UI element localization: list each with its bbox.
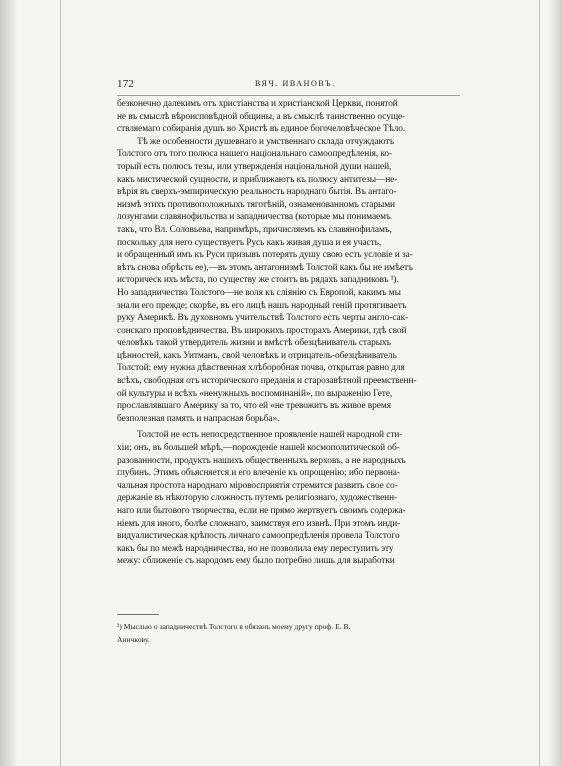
text-line: не въ смыслѣ вѣроисповѣдной общины, а въ смыслѣ таинственно осуще- — [117, 111, 406, 122]
text-line: какъ мистической сущности, и приближаютъ къ полюсу антитезы—не- — [117, 174, 398, 185]
text-line: Толстой не есть непосредственное проявленіе нашей народной сти- — [137, 430, 403, 441]
text-line: знали его прежде; скорѣе, въ его лицѣ нашъ народный геній протягиваетъ — [117, 300, 407, 311]
footnote-line: ¹) Мыслью о западничествѣ Толстого я обязанъ моему другу проф. Е. В. — [117, 622, 351, 631]
text-line: чальная простота народнаго міровосприятія стремится развить свое со- — [117, 480, 398, 491]
text-line: человѣкъ такой утвердитель жизни и вмѣстѣ обезцѣниватель старыхъ — [117, 338, 391, 349]
text-line: Тѣ же особенности душевнаго и умственнаго склада отчуждаютъ — [137, 136, 395, 147]
text-line: наго или бытового творчества, если не прямо жертвуетъ своимъ содержа- — [117, 506, 406, 516]
text-line: ствляемаго собиранія душъ во Христѣ въ единое богочеловѣческое Тѣло. — [117, 124, 406, 135]
text-line: сонскаго проповѣдничества. Въ широкихъ просторахъ Америки, гдѣ свой — [117, 325, 407, 336]
text-line: низмѣ этихъ противоположныхъ тяготѣній, ознаменованномъ старыми — [117, 199, 395, 210]
text-line: ніемъ для иного, болѣе сложнаго, заимствуя его извнѣ. При этомъ инди- — [117, 518, 401, 529]
text-line: вѣтъ снова обрѣсть ее),—въ этомъ антагонизмѣ Толстой какъ бы не имѣетъ — [117, 262, 413, 273]
text-line: безконечно далекимъ отъ христіанства и христіанской Церкви, понятой — [117, 99, 398, 109]
text-line: руку Америкѣ. Въ духовномъ учительствѣ Толстого есть черты англо-сак- — [117, 313, 409, 324]
text-line: вѣрія въ сверхъ-эмпирическую реальность народнаго бытія. Въ антаго- — [117, 187, 397, 198]
text-line: безполезная память и напрасная борьба». — [117, 413, 280, 424]
main-text — [117, 98, 460, 568]
text-line: Толстого отъ того полюса нашего національнаго самоопредѣленія, ко- — [117, 149, 393, 160]
text-line: Толстой: ему нужна дѣвственная хлѣборобная почва, открытая равно для — [117, 363, 405, 374]
text-line: хіи; онъ, въ большей мѣрѣ,—порожденіе нашей космополитической об- — [117, 443, 400, 454]
text-line: и обращенный имъ къ Руси призывъ потерять душу свою есть условіе и за- — [117, 250, 413, 261]
text-line: поскольку для него существуетъ Русь какъ живая душа и ея участь, — [117, 237, 382, 248]
text-line: какъ бы по межѣ народничества, но не позволила ему переступить эту — [117, 543, 394, 554]
scan-edge-line-left — [60, 0, 61, 766]
text-line: всѣхъ, свободная отъ исторического преданія и старозавѣтной преемственн- — [117, 376, 417, 387]
footnote — [117, 621, 460, 646]
text-line: лозунгами славянофильства и западничества (которые мы понимаемъ — [117, 212, 391, 223]
page-shadow-right — [548, 0, 562, 766]
text-line: межу: сближеніе съ народомъ ему было потребно лишь для выработки — [117, 556, 395, 567]
running-head: ВЯЧ. ИВАНОВЪ. — [255, 79, 336, 88]
scan-edge-line-right — [539, 0, 540, 766]
text-line: видуалистическая крѣпость личнаго самоопредѣленія провела Толстого — [117, 531, 400, 542]
text-line: разованности, продуктъ нашихъ общественныхъ верховъ, а не народныхъ — [117, 455, 406, 466]
page-header — [117, 78, 461, 92]
text-line: глубинъ. Этимъ объясняется и его влеченіе къ опрощенію; ибо первона- — [117, 468, 400, 479]
text-line: прославлявшаго Америку за то, что ей «не тревожитъ въ живое время — [117, 401, 391, 412]
text-line: такъ, что Вл. Соловьева, напримѣръ, причисляемъ къ славянофиламъ, — [117, 224, 392, 235]
text-line: ой культуры и всѣхъ «ненужныхъ воспоминаній», по выраженію Гете, — [117, 388, 393, 399]
footnote-line: Аничкову. — [117, 634, 150, 644]
text-line: историческ ихъ мѣста, по существу же стоитъ въ рядахъ западниковъ ¹). — [117, 275, 399, 286]
page-shadow-left — [0, 0, 18, 766]
text-line: цѣнностей, какъ Уитманъ, свой человѣкъ и отрицатель-обезцѣниватель — [117, 350, 397, 361]
text-line: Но западничество Толстого—не воля къ сліянію съ Европой, какимъ мы — [117, 287, 401, 298]
header-rule — [117, 95, 460, 96]
text-line: торый есть полюсъ тезы, или утвержденія національной души нашей, — [117, 161, 392, 172]
text-line: держаніе въ нѣкоторую сложность путемъ религіознаго, художественн- — [117, 493, 398, 504]
footnote-separator — [117, 614, 159, 615]
page-number: 172 — [117, 78, 135, 90]
